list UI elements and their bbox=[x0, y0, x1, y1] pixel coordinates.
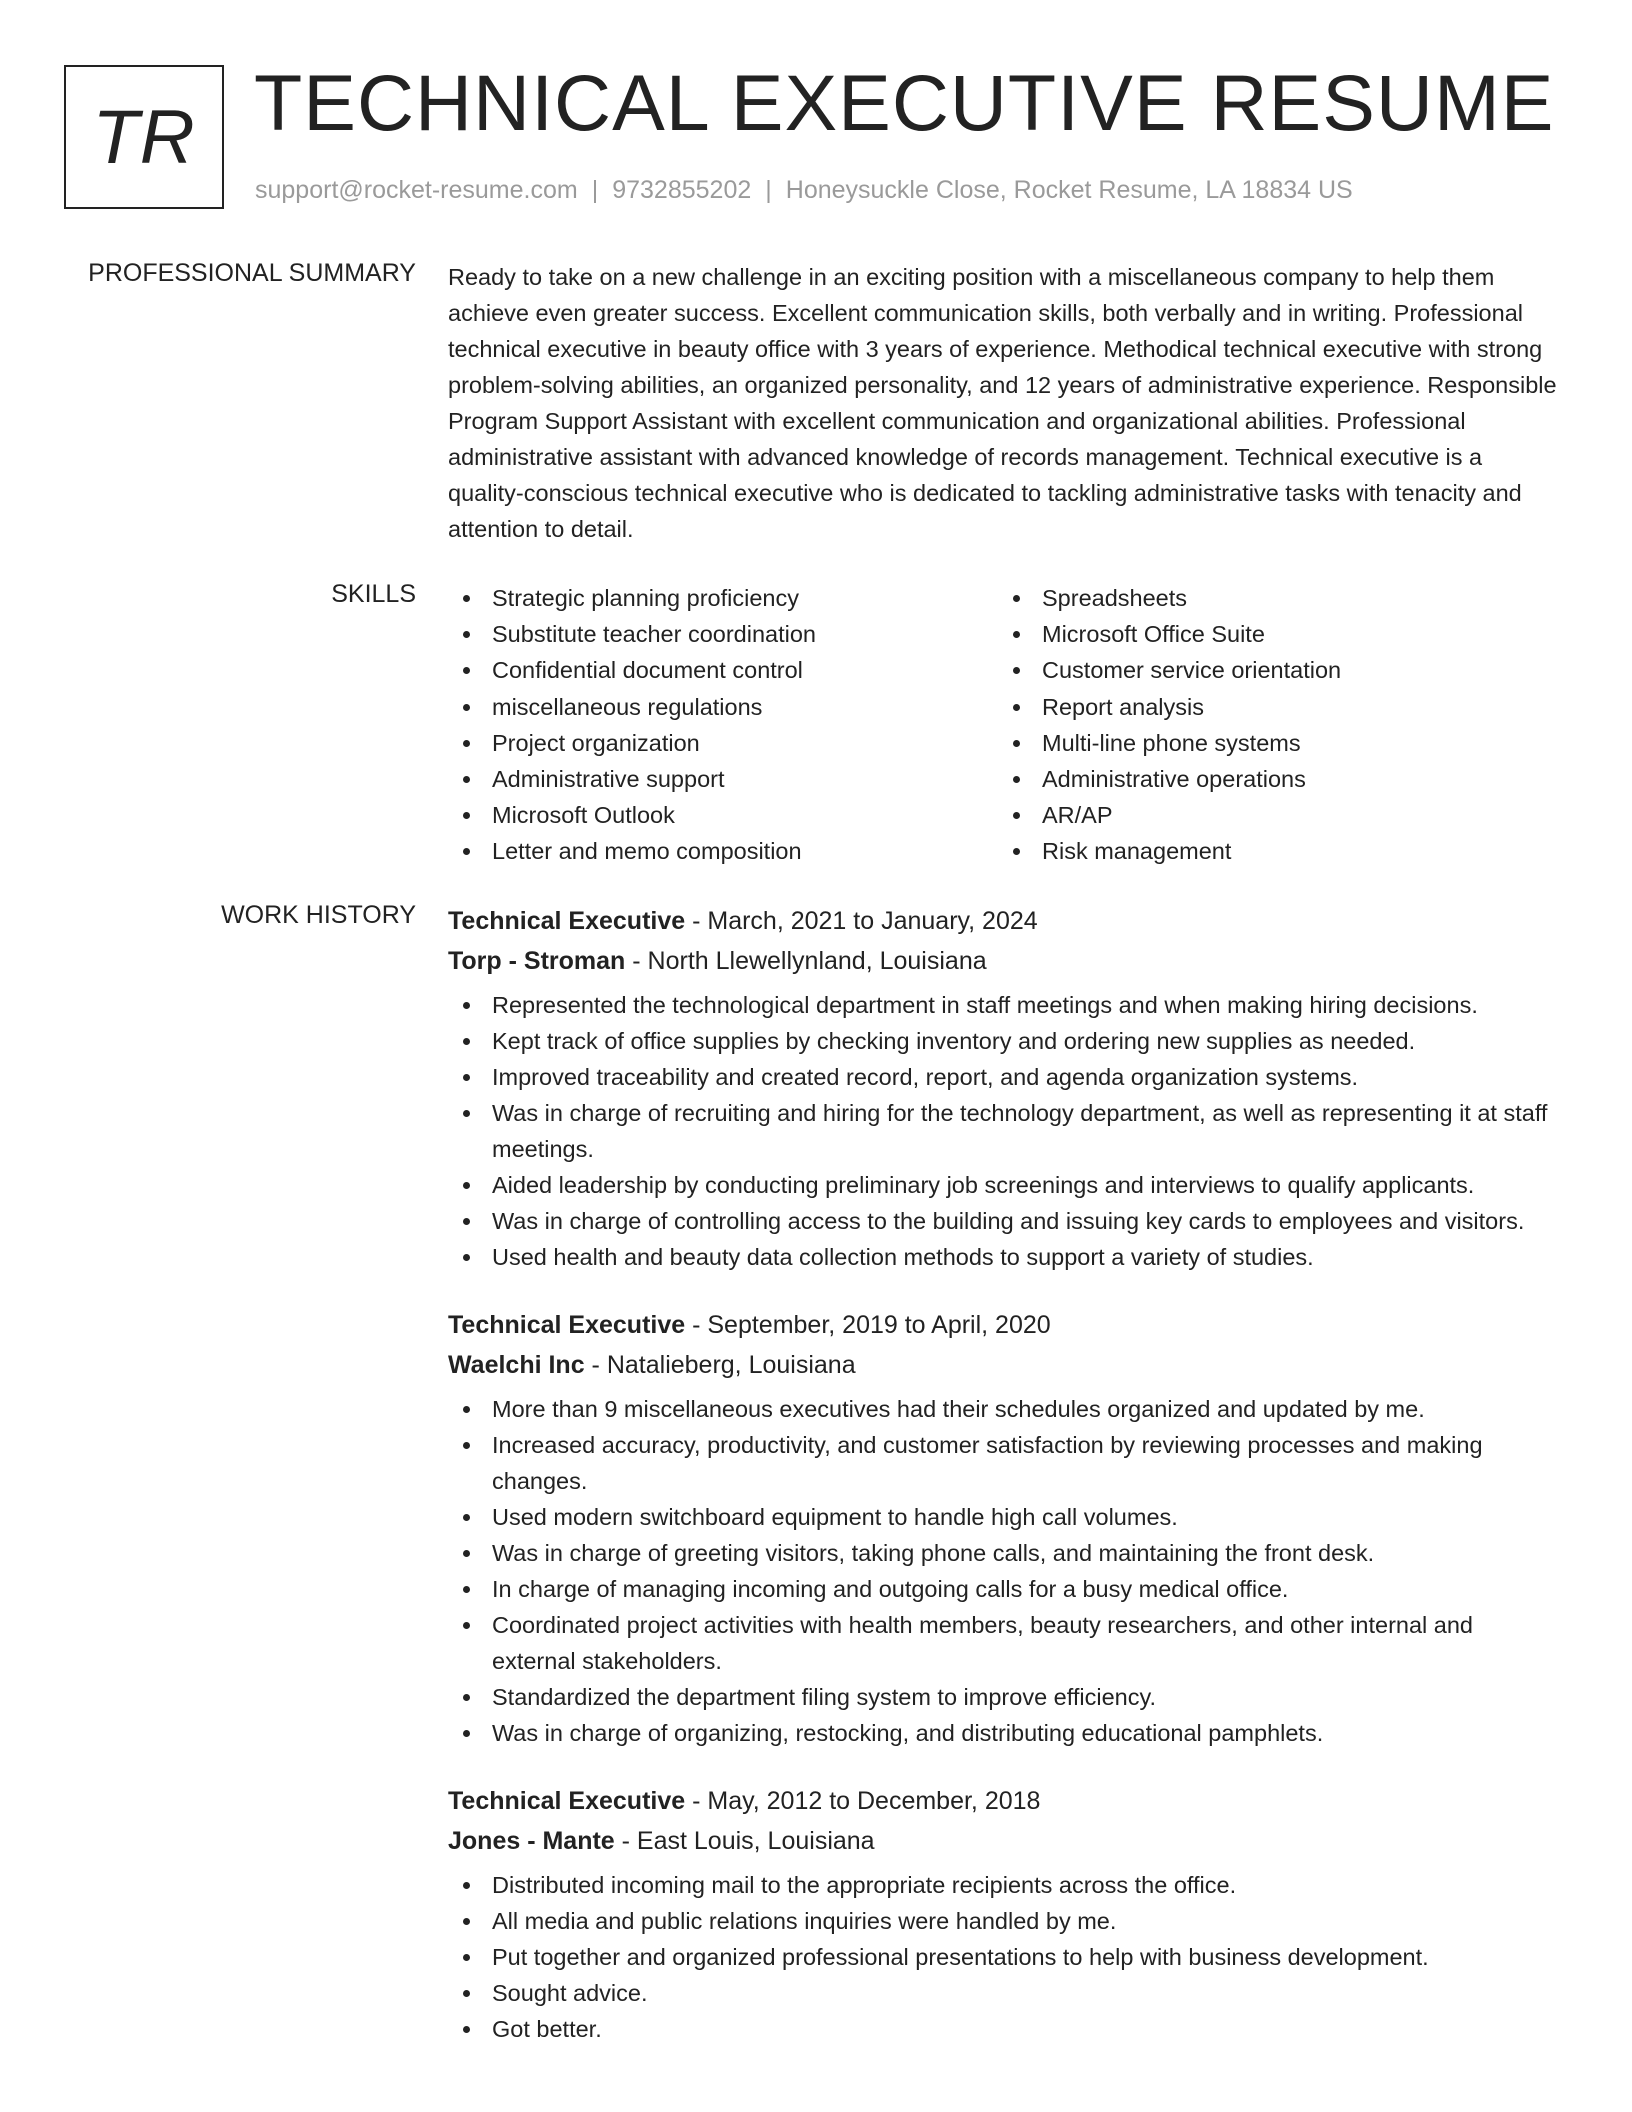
list-item: Microsoft Office Suite bbox=[998, 616, 1548, 652]
job-title-line bbox=[448, 1781, 1560, 1821]
list-item: Substitute teacher coordination bbox=[448, 616, 998, 652]
job-dates: - March, 2021 to January, 2024 bbox=[685, 907, 1038, 935]
job-role: Technical Executive bbox=[448, 1787, 686, 1815]
list-item: Administrative operations bbox=[998, 761, 1548, 797]
job-bullet-list bbox=[448, 1867, 1560, 2047]
job-company: Torp - Stroman bbox=[448, 947, 626, 975]
list-item: Letter and memo composition bbox=[448, 833, 998, 869]
contact-line bbox=[255, 176, 1353, 205]
list-item: Improved traceability and created record, report, and agenda organization systems. bbox=[448, 1059, 1560, 1095]
job-entry bbox=[448, 1305, 1560, 1751]
list-item: Risk management bbox=[998, 833, 1548, 869]
contact-email: support@rocket-resume.com bbox=[255, 176, 578, 204]
list-item: AR/AP bbox=[998, 797, 1548, 833]
list-item: Strategic planning proficiency bbox=[448, 580, 998, 616]
list-item: Was in charge of recruiting and hiring for the technology department, as well as representing it at staff meetings. bbox=[448, 1095, 1560, 1167]
list-item: In charge of managing incoming and outgoing calls for a busy medical office. bbox=[448, 1571, 1560, 1607]
list-item: Got better. bbox=[448, 2011, 1560, 2047]
monogram-initials: TR bbox=[92, 94, 196, 180]
job-dates: - May, 2012 to December, 2018 bbox=[685, 1787, 1041, 1815]
list-item: Confidential document control bbox=[448, 652, 998, 688]
list-item: Customer service orientation bbox=[998, 652, 1548, 688]
list-item: Sought advice. bbox=[448, 1975, 1560, 2011]
job-dates: - September, 2019 to April, 2020 bbox=[685, 1311, 1051, 1339]
list-item: Microsoft Outlook bbox=[448, 797, 998, 833]
summary-heading: PROFESSIONAL SUMMARY bbox=[88, 259, 416, 287]
job-company: Jones - Mante bbox=[448, 1827, 615, 1855]
resume-title: TECHNICAL EXECUTIVE RESUME bbox=[254, 58, 1555, 147]
list-item: Increased accuracy, productivity, and customer satisfaction by reviewing processes and making changes. bbox=[448, 1427, 1560, 1499]
list-item: Used modern switchboard equipment to handle high call volumes. bbox=[448, 1499, 1560, 1535]
skills-list-left bbox=[448, 580, 998, 870]
contact-separator: | bbox=[591, 176, 599, 204]
list-item: miscellaneous regulations bbox=[448, 689, 998, 725]
list-item: Used health and beauty data collection methods to support a variety of studies. bbox=[448, 1239, 1560, 1275]
skills-grid bbox=[448, 580, 1560, 870]
list-item: All media and public relations inquiries were handled by me. bbox=[448, 1903, 1560, 1939]
list-item: Project organization bbox=[448, 725, 998, 761]
job-role: Technical Executive bbox=[448, 907, 686, 935]
job-role: Technical Executive bbox=[448, 1311, 686, 1339]
job-company: Waelchi Inc bbox=[448, 1351, 585, 1379]
list-item: More than 9 miscellaneous executives had their schedules organized and updated by me. bbox=[448, 1391, 1560, 1427]
monogram-box bbox=[64, 65, 224, 209]
job-title-line bbox=[448, 901, 1560, 941]
list-item: Report analysis bbox=[998, 689, 1548, 725]
contact-phone: 9732855202 bbox=[612, 176, 752, 204]
list-item: Spreadsheets bbox=[998, 580, 1548, 616]
job-company-line bbox=[448, 941, 1560, 981]
job-entry bbox=[448, 901, 1560, 1275]
list-item: Kept track of office supplies by checking inventory and ordering new supplies as needed. bbox=[448, 1023, 1560, 1059]
list-item: Was in charge of controlling access to the building and issuing key cards to employees and visitors. bbox=[448, 1203, 1560, 1239]
job-location: - North Llewellynland, Louisiana bbox=[625, 947, 987, 975]
contact-address: Honeysuckle Close, Rocket Resume, LA 18834 US bbox=[785, 176, 1353, 204]
job-bullet-list bbox=[448, 987, 1560, 1275]
skills-heading: SKILLS bbox=[331, 580, 416, 608]
list-item: Was in charge of organizing, restocking, and distributing educational pamphlets. bbox=[448, 1715, 1560, 1751]
job-list bbox=[448, 901, 1560, 2077]
job-company-line bbox=[448, 1345, 1560, 1385]
list-item: Multi-line phone systems bbox=[998, 725, 1548, 761]
contact-separator: | bbox=[765, 176, 772, 204]
summary-text: Ready to take on a new challenge in an exciting position with a miscellaneous company to help them achieve even greater success. Excellent communication skills, both verbally and in writing. Professional technical executive in beauty office with 3 years of experience. Methodical technical executive with strong problem-solving abilities, an organized personality, and 12 years of administrative experience. Responsible Program Support Assistant with excellent communication and organizational abilities. Professional administrative assistant with advanced knowledge of records management. Technical executive is a quality-conscious technical executive who is dedicated to tackling administrative tasks with tenacity and attention to detail. bbox=[448, 264, 1557, 542]
list-item: Put together and organized professional presentations to help with business development. bbox=[448, 1939, 1560, 1975]
list-item: Aided leadership by conducting preliminary job screenings and interviews to qualify applicants. bbox=[448, 1167, 1560, 1203]
list-item: Distributed incoming mail to the appropriate recipients across the office. bbox=[448, 1867, 1560, 1903]
job-location: - East Louis, Louisiana bbox=[614, 1827, 875, 1855]
list-item: Was in charge of greeting visitors, taking phone calls, and maintaining the front desk. bbox=[448, 1535, 1560, 1571]
list-item: Coordinated project activities with health members, beauty researchers, and other internal and external stakeholders. bbox=[448, 1607, 1560, 1679]
job-entry bbox=[448, 1781, 1560, 2047]
work-heading: WORK HISTORY bbox=[221, 901, 416, 929]
skills-list-right bbox=[998, 580, 1548, 870]
list-item: Represented the technological department in staff meetings and when making hiring decisions. bbox=[448, 987, 1560, 1023]
job-bullet-list bbox=[448, 1391, 1560, 1751]
job-title-line bbox=[448, 1305, 1560, 1345]
list-item: Standardized the department filing system to improve efficiency. bbox=[448, 1679, 1560, 1715]
job-location: - Natalieberg, Louisiana bbox=[584, 1351, 856, 1379]
list-item: Administrative support bbox=[448, 761, 998, 797]
job-company-line bbox=[448, 1821, 1560, 1861]
